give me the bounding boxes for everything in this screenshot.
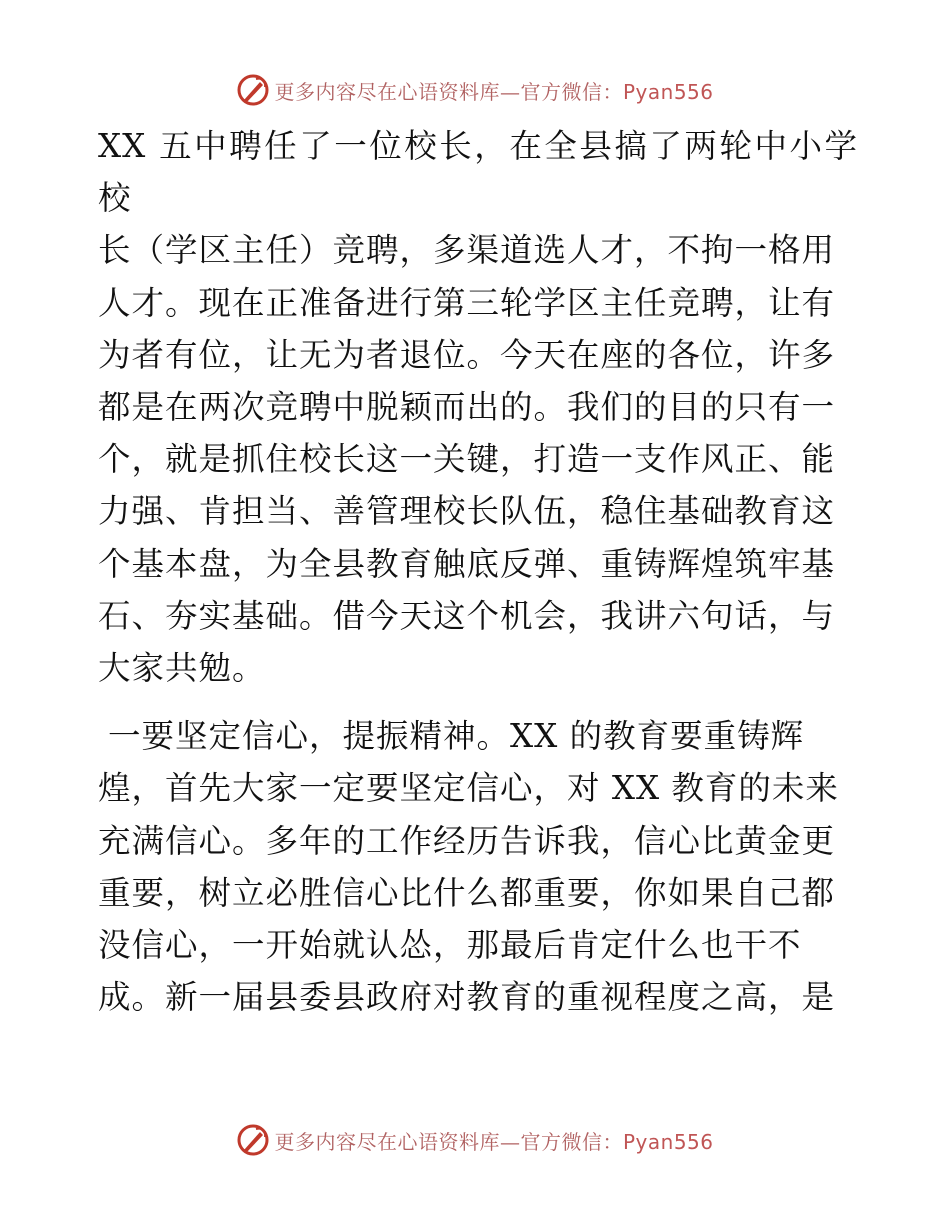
text-line: 没信心，一开始就认怂，那最后肯定什么也干不 — [98, 926, 802, 965]
text-line: 石、夯实基础。借今天这个机会，我讲六句话，与 — [98, 596, 836, 635]
paragraph-intro — [98, 120, 858, 694]
text-line: 个，就是抓住校长这一关键，打造一支作风正、能 — [98, 440, 836, 479]
text-line: XX 五中聘任了一位校长，在全县搞了两轮中小学校 — [98, 127, 858, 218]
text-line: 成。新一届县委县政府对教育的重视程度之高，是 — [98, 978, 836, 1017]
text-line: 重要，树立必胜信心比什么都重要，你如果自己都 — [98, 873, 836, 912]
text-line: 长（学区主任）竞聘，多渠道选人才，不拘一格用 — [98, 231, 836, 270]
text-line: 为者有位，让无为者退位。今天在座的各位，许多 — [98, 335, 836, 374]
text-line: 人才。现在正准备进行第三轮学区主任竞聘，让有 — [98, 283, 836, 322]
quill-logo-icon — [236, 1123, 270, 1157]
text-line: 煌，首先大家一定要坚定信心，对 XX 教育的未来 — [98, 769, 839, 808]
footer-watermark-text: 更多内容尽在心语资料库—官方微信：Pyan556 — [274, 1129, 714, 1154]
text-line: 个基本盘，为全县教育触底反弹、重铸辉煌筑牢基 — [98, 544, 836, 583]
quill-logo-icon — [236, 73, 270, 107]
text-line: 一要坚定信心，提振精神。XX 的教育要重铸辉 — [108, 717, 805, 756]
text-line: 力强、肯担当、善管理校长队伍，稳住基础教育这 — [98, 492, 836, 531]
footer-watermark-banner — [0, 1120, 950, 1160]
paragraph-section-one — [98, 710, 858, 1023]
text-line: 充满信心。多年的工作经历告诉我，信心比黄金更 — [98, 821, 836, 860]
text-line: 都是在两次竞聘中脱颖而出的。我们的目的只有一 — [98, 388, 836, 427]
document-body — [98, 120, 858, 1023]
header-watermark-banner — [0, 70, 950, 110]
header-watermark-text: 更多内容尽在心语资料库—官方微信：Pyan556 — [274, 79, 714, 104]
text-line: 大家共勉。 — [98, 649, 266, 688]
